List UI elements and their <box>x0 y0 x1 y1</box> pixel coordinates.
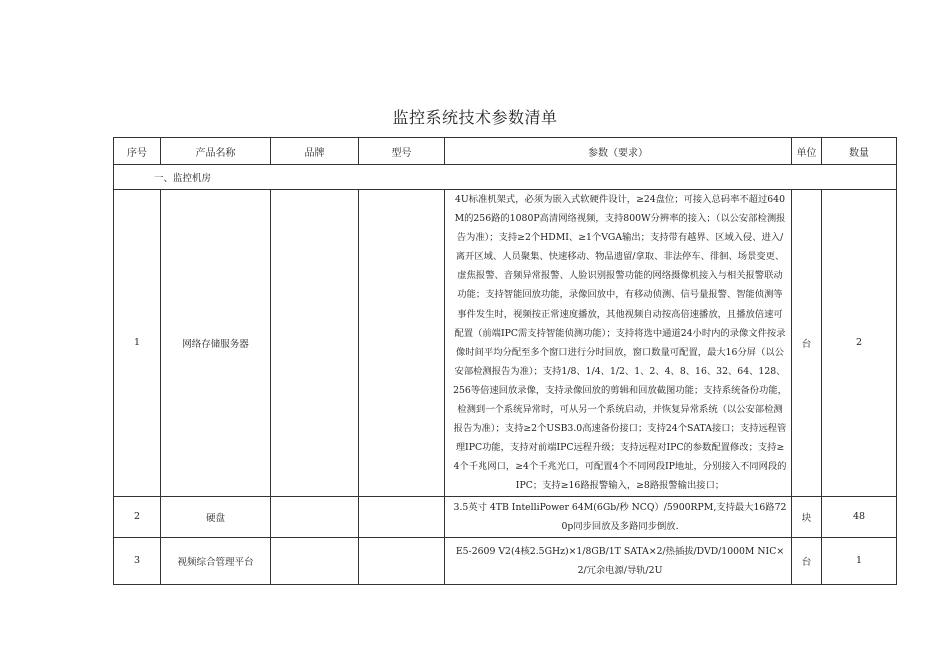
cell-unit: 块 <box>792 496 822 537</box>
header-brand: 品牌 <box>271 138 359 165</box>
cell-seq: 2 <box>114 496 161 537</box>
header-unit: 单位 <box>792 138 822 165</box>
table-row <box>114 190 897 497</box>
header-model: 型号 <box>359 138 445 165</box>
cell-seq: 1 <box>114 190 161 497</box>
header-qty: 数量 <box>822 138 897 165</box>
table-row <box>114 496 897 537</box>
header-params: 参数（要求） <box>445 138 792 165</box>
header-seq: 序号 <box>114 138 161 165</box>
cell-params: E5-2609 V2(4核2.5GHz)×1/8GB/1T SATA×2/热插拔/DVD/1000M NIC×2/冗余电源/导轨/2U <box>445 537 792 584</box>
cell-product: 硬盘 <box>161 496 271 537</box>
cell-params: 3.5英寸 4TB IntelliPower 64M(6Gb/秒 NCQ）/5900RPM,支持最大16路720p同步回放及多路同步倒放. <box>445 496 792 537</box>
cell-brand <box>271 537 359 584</box>
cell-model <box>359 537 445 584</box>
cell-product: 视频综合管理平台 <box>161 537 271 584</box>
section-label: 一、监控机房 <box>114 165 897 190</box>
table-row <box>114 537 897 584</box>
cell-seq: 3 <box>114 537 161 584</box>
section-row <box>114 165 897 190</box>
cell-qty: 2 <box>822 190 897 497</box>
cell-product: 网络存储服务器 <box>161 190 271 497</box>
cell-qty: 1 <box>822 537 897 584</box>
cell-qty: 48 <box>822 496 897 537</box>
cell-unit: 台 <box>792 190 822 497</box>
cell-model <box>359 190 445 497</box>
cell-brand <box>271 190 359 497</box>
cell-params: 4U标准机架式，必须为嵌入式软硬件设计，≥24盘位；可接入总码率不超过640M的256路的1080P高清网络视频，支持800W分辨率的接入；（以公安部检测报告为准）；支持≥2个HDMI、≥1个VGA输出；支持带有越界、区域入侵、进入/离开区域、人员聚集、快速移动、物品遗留/拿取、非法停车、徘徊、场景变更、虚焦报警、音频异常报警、人脸识别报警功能的网络摄像机接入与相关报警联动功能；支持智能回放功能，录像回放中，有移动侦测、信号量报警、智能侦测等事件发生时，视频按正常速度播放，其他视频自动按高倍速播放，且播放倍速可配置（前端IPC需支持智能侦测功能）；支持将选中通道24小时内的录像文件按录像时间平均分配至多个窗口进行分时回放，窗口数量可配置，最大16分屏（以公安部检测报告为准）；支持1/8、1/4、1/2、1、2、4、8、16、32、64、128、256等倍速回放录像，支持录像回放的剪辑和回放截图功能；支持系统备份功能，检测到一个系统异常时，可从另一个系统启动，并恢复异常系统（以公安部检测报告为准）；支持≥2个USB3.0高速备份接口；支持24个SATA接口；支持远程管理IPC功能，支持对前端IPC远程升级；支持远程对IPC的参数配置修改；支持≥4个千兆网口，≥4个千兆光口，可配置4个不同网段IP地址，分别接入不同网段的IPC；支持≥16路报警输入，≥8路报警输出接口； <box>445 190 792 497</box>
table-header-row <box>114 138 897 165</box>
cell-brand <box>271 496 359 537</box>
page-title: 监控系统技术参数清单 <box>392 108 558 127</box>
parameter-table <box>113 137 897 585</box>
cell-unit: 台 <box>792 537 822 584</box>
header-product: 产品名称 <box>161 138 271 165</box>
cell-model <box>359 496 445 537</box>
